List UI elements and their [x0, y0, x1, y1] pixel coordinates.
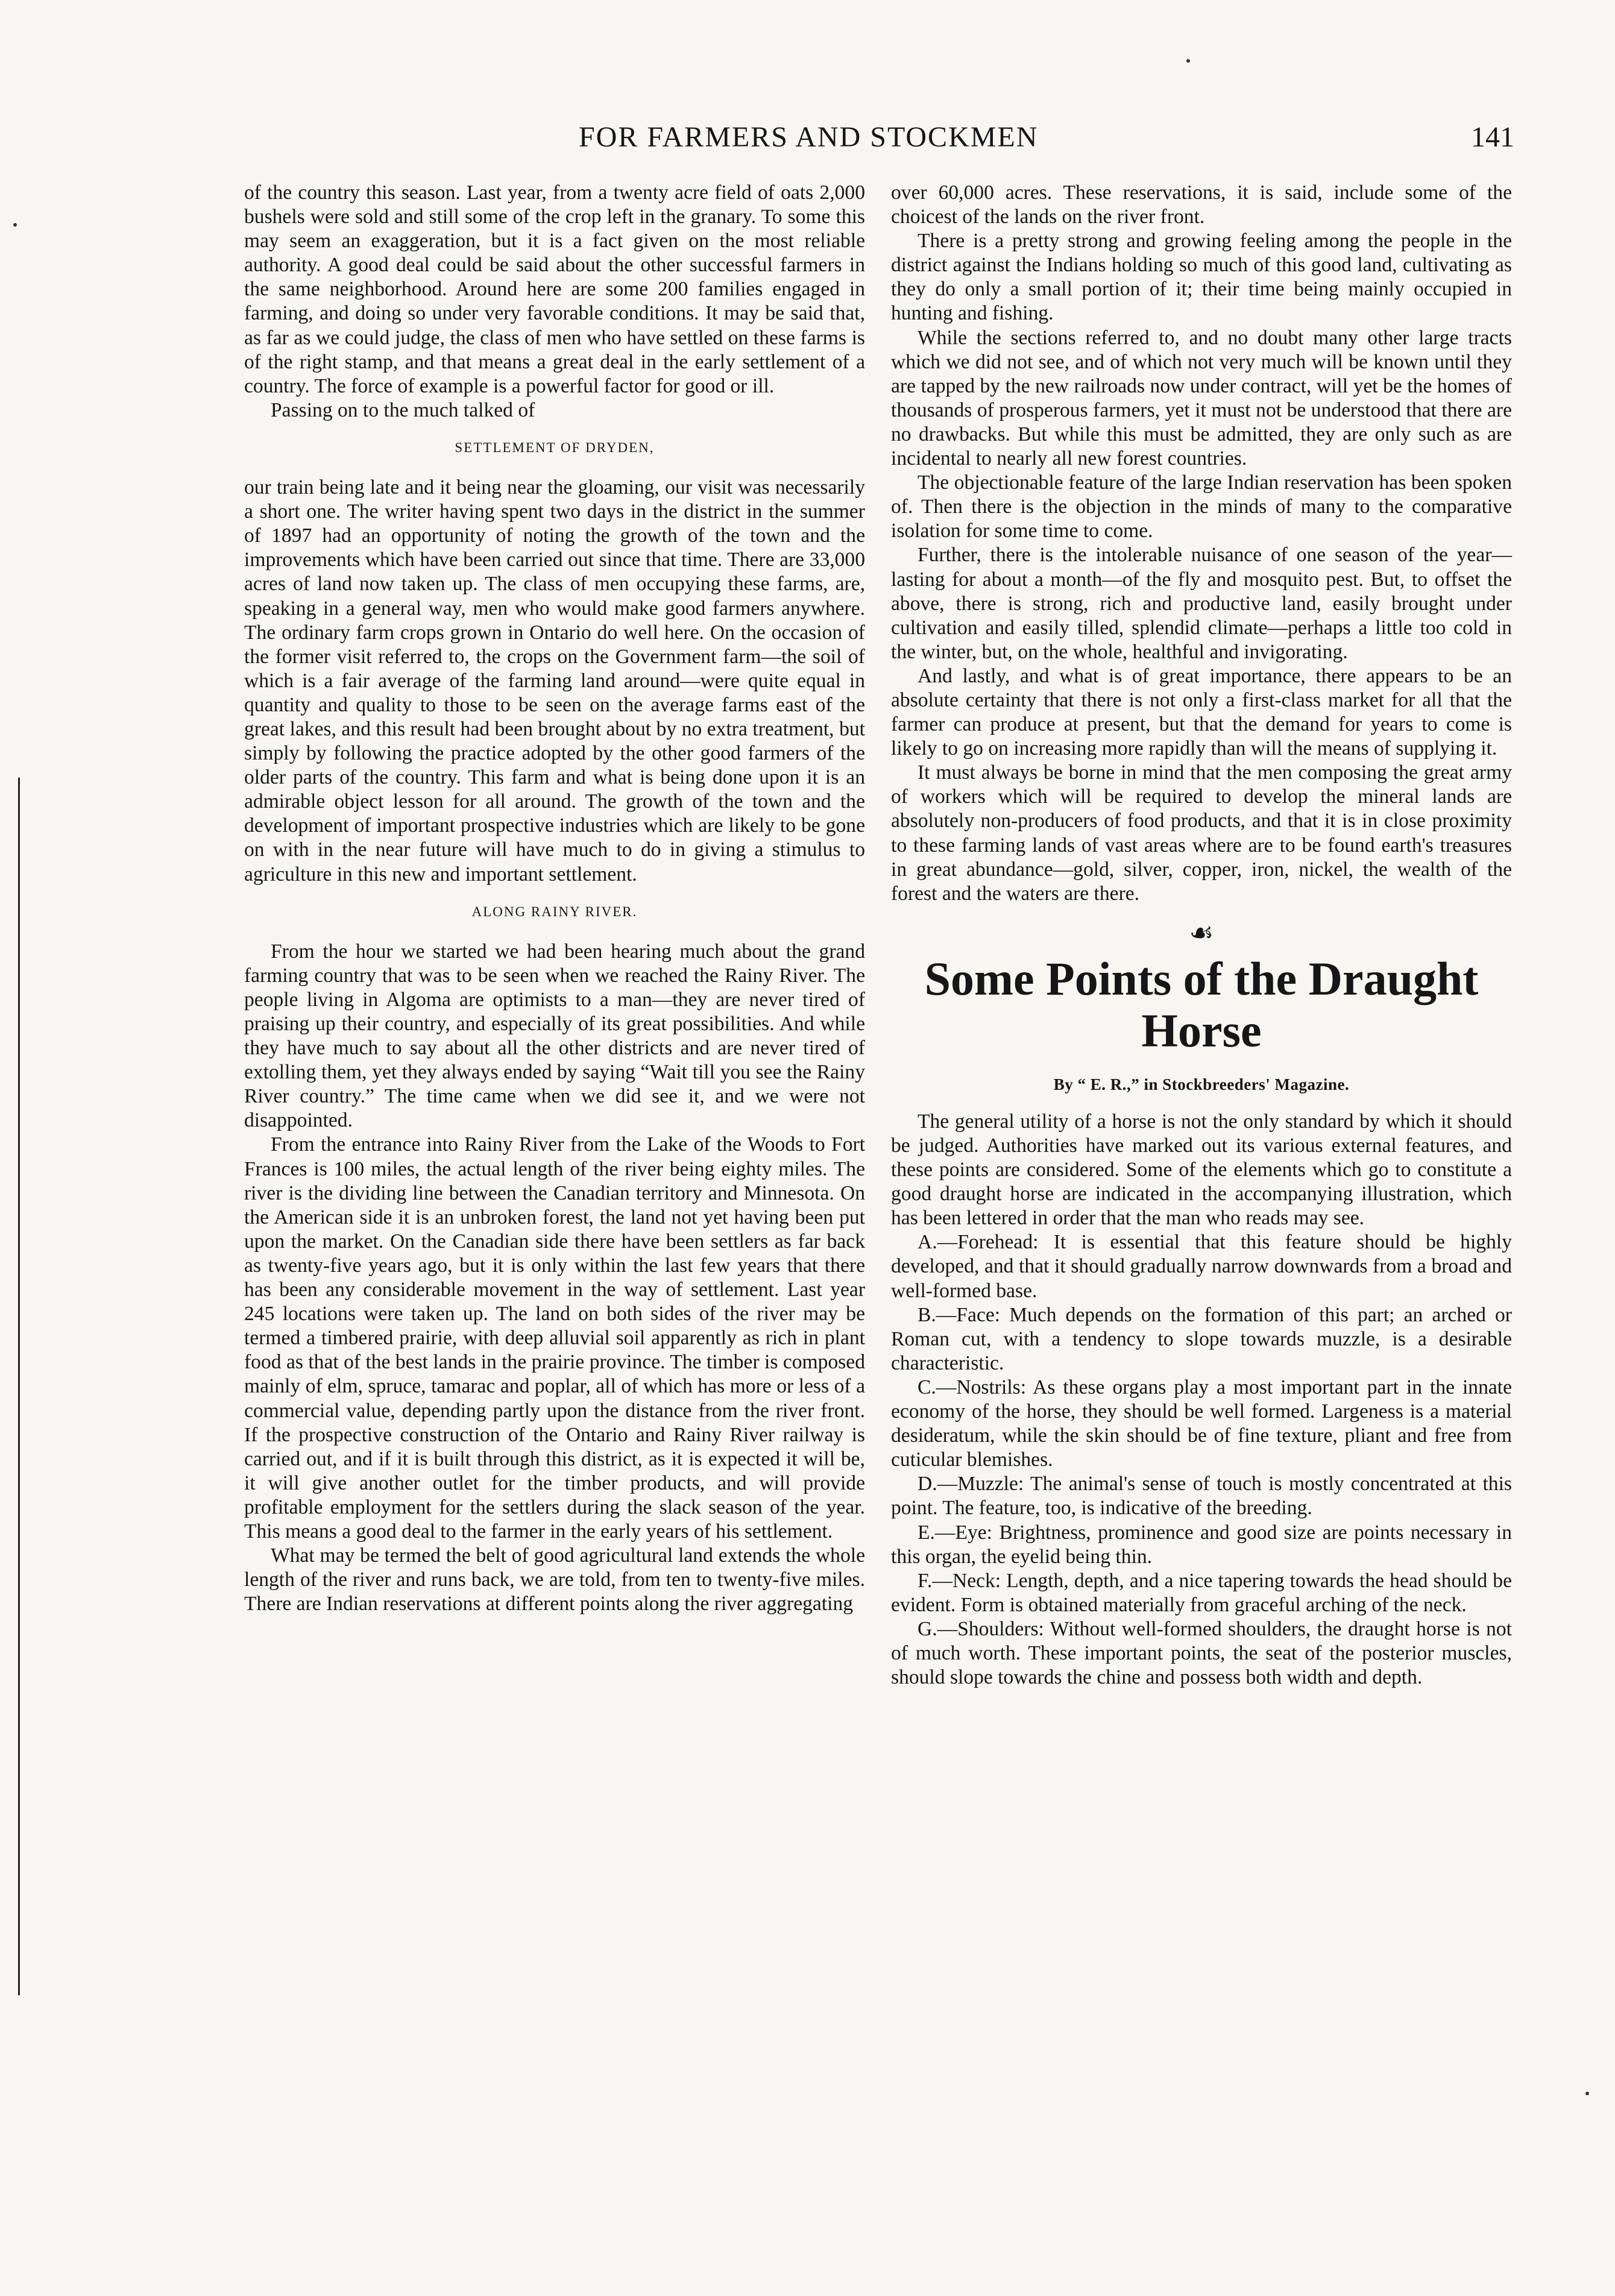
- paragraph: There is a pretty strong and growing feeling among the people in the district against the Indians holding so much of this good land, cultivating as they do only a small portion of it; their time being mainly occupied in hunting and fishing.: [891, 230, 1512, 325]
- paragraph: The objectionable feature of the large Indian reservation has been spoken of. Then there is the objection in the minds of many to the comparative isolation for some time to come.: [891, 471, 1512, 543]
- scan-speck: [1186, 59, 1190, 63]
- right-column: [891, 181, 1512, 1690]
- paragraph: G.—Shoulders: Without well-formed shoulders, the draught horse is not of much worth. These important points, the seat of the posterior muscles, should slope towards the chine and possess both width and depth.: [891, 1617, 1512, 1689]
- section-subhead: SETTLEMENT OF DRYDEN,: [455, 439, 655, 455]
- page-number: 141: [1471, 121, 1514, 153]
- paragraph: While the sections referred to, and no doubt many other large tracts which we did not see, and of which not very much will be known until they are tapped by the new railroads now under contract, will yet be the homes of thousands of prosperous farmers, yet it must not be understood that there are no drawbacks. But while this must be admitted, they are only such as are incidental to nearly all new forest countries.: [891, 326, 1512, 470]
- paragraph: B.—Face: Much depends on the formation of this part; an arched or Roman cut, with a tendency to slope towards muzzle, is a desirable characteristic.: [891, 1303, 1512, 1374]
- article-title: Some Points of the Draught Horse: [924, 952, 1479, 1057]
- scan-speck: [13, 223, 17, 227]
- paragraph: of the country this season. Last year, from a twenty acre field of oats 2,000 bushels were sold and still some of the crop left in the granary. To some this may seem an exaggeration, but it is a fact given on the most reliable authority. A good deal could be said about the other successful farmers in the same neighborhood. Around here are some 200 families engaged in farming, and doing so under very favorable conditions. It may be said that, as far as we could judge, the class of men who have settled on these farms is of the right stamp, and that means a great deal in the early settlement of a country. The force of example is a powerful factor for good or ill.: [244, 181, 865, 397]
- paragraph: From the hour we started we had been hearing much about the grand farming country that was to be seen when we reached the Rainy River. The people living in Algoma are optimists to a man—they are never tired of praising up their country, and especially of its great possibilities. And while they have much to say about all the other districts and are never tired of extolling them, yet they always ended by saying “Wait till you see the Rainy River country.” The time came when we did see it, and we were not disappointed.: [244, 940, 865, 1132]
- paragraph: D.—Muzzle: The animal's sense of touch is mostly concentrated at this point. The feature, too, is indicative of the breeding.: [891, 1473, 1512, 1520]
- paragraph: The general utility of a horse is not the only standard by which it should be judged. Authorities have marked out its various external features, and these points are considered. Some of the elements which go to constitute a good draught horse are indicated in the accompanying illustration, which has been lettered in order that the man who reads may see.: [891, 1110, 1512, 1230]
- margin-rule: [18, 778, 20, 1995]
- paragraph: And lastly, and what is of great importance, there appears to be an absolute certainty that there is not only a first-class market for all that the farmer can produce at present, but that the demand for years to come is likely to go on increasing more rapidly than will the means of supplying it.: [891, 664, 1512, 760]
- paragraph: What may be termed the belt of good agricultural land extends the whole length of the river and runs back, we are told, from ten to twenty-five miles. There are Indian reservations at different points along the river aggregating: [244, 1544, 865, 1615]
- running-head: [0, 121, 1615, 163]
- paragraph: C.—Nostrils: As these organs play a most important part in the innate economy of the horse, they should be well formed. Largeness is a material desideratum, while the skin should be of fine texture, pliant and free from cuticular blemishes.: [891, 1376, 1512, 1471]
- paragraph: It must always be borne in mind that the men composing the great army of workers which will be required to develop the mineral lands are absolutely non-producers of food products, and that it is in close proximity to these farming lands of vast areas where are to be found earth's treasures in great abundance—gold, silver, copper, iron, nickel, the wealth of the forest and the waters are there.: [891, 761, 1512, 905]
- paragraph: A.—Forehead: It is essential that this feature should be highly developed, and that it should gradually narrow downwards from a broad and well-formed base.: [891, 1231, 1512, 1302]
- left-column: [244, 181, 865, 1616]
- paragraph: E.—Eye: Brightness, prominence and good size are points necessary in this organ, the eyelid being thin.: [891, 1521, 1512, 1568]
- fleuron-ornament-icon: ☙: [1189, 917, 1214, 948]
- section-subhead: ALONG RAINY RIVER.: [471, 904, 638, 919]
- paragraph: From the entrance into Rainy River from the Lake of the Woods to Fort Frances is 100 miles, the actual length of the river being eighty miles. The river is the dividing line between the Canadian territory and Minnesota. On the American side it is an unbroken forest, the land not yet having been put upon the market. On the Canadian side there have been settlers as far back as twenty-five years ago, but it is only within the last few years that there has been any considerable movement in the way of settlement. Last year 245 locations were taken up. The land on both sides of the river may be termed a timbered prairie, with deep alluvial soil apparently as rich in plant food as that of the best lands in the prairie province. The timber is composed mainly of elm, spruce, tamarac and poplar, all of which has more or less of a commercial value, depending partly upon the distance from the river front. If the prospective construction of the Ontario and Rainy River railway is carried out, and if it is built through this district, as it is expected it will be, it will give another outlet for the timber products, and will provide profitable employment for the settlers during the slack season of the year. This means a good deal to the farmer in the early years of his settlement.: [244, 1133, 865, 1543]
- paragraph: Further, there is the intolerable nuisance of one season of the year—lasting for about a month—of the fly and mosquito pest. But, to offset the above, there is strong, rich and productive land, easily brought under cultivation and easily tilled, splendid climate—perhaps a little too cold in the winter, but, on the whole, healthful and invigorating.: [891, 544, 1512, 663]
- running-title: FOR FARMERS AND STOCKMEN: [579, 121, 1039, 153]
- scan-speck: [1585, 2092, 1589, 2095]
- byline: By “ E. R.,” in Stockbreeders' Magazine.: [1053, 1075, 1350, 1093]
- paragraph: Passing on to the much talked of: [271, 398, 535, 421]
- paragraph: our train being late and it being near the gloaming, our visit was necessarily a short one. The writer having spent two days in the district in the summer of 1897 had an opportunity of noting the growth of the town and the improvements which have been carried out since that time. There are 33,000 acres of land now taken up. The class of men occupying these farms, are, speaking in a general way, men who would make good farmers anywhere. The ordinary farm crops grown in Ontario do well here. On the occasion of the former visit referred to, the crops on the Government farm—the soil of which is a fair average of the farming land around—were quite equal in quantity and quality to those to be seen on the average farms east of the great lakes, and this result had been brought about by no extra treatment, but simply by following the practice adopted by the other good farmers of the older parts of the country. This farm and what is being done upon it is an admirable object lesson for all around. The growth of the town and the development of important prospective industries which are likely to be gone on with in the near future will have much to do in giving a stimulus to agriculture in this new and important settlement.: [244, 476, 865, 885]
- paragraph: over 60,000 acres. These reservations, it is said, include some of the choicest of the lands on the river front.: [891, 181, 1512, 228]
- paragraph: F.—Neck: Length, depth, and a nice tapering towards the head should be evident. Form is obtained materially from graceful arching of the neck.: [891, 1569, 1512, 1616]
